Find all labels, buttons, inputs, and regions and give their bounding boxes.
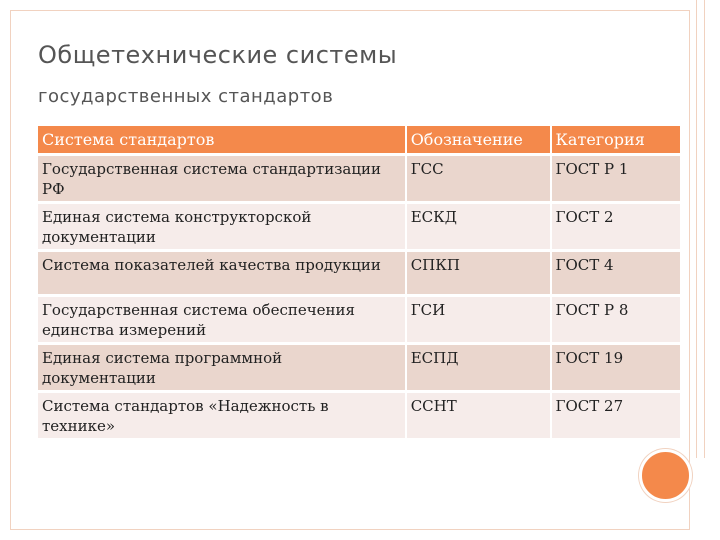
cell-category: ГОСТ 27	[552, 390, 680, 438]
table-row	[38, 294, 680, 342]
column-header-designation: Обозначение	[407, 126, 552, 153]
table-row	[38, 249, 680, 294]
cell-system: Государственная система стандартизации РФ	[38, 153, 407, 201]
table-row	[38, 201, 680, 249]
cell-category: ГОСТ 2	[552, 201, 680, 249]
cell-category: ГОСТ 4	[552, 249, 680, 294]
cell-category: ГОСТ Р 1	[552, 153, 680, 201]
cell-designation: ССНТ	[407, 390, 552, 438]
cell-category: ГОСТ Р 8	[552, 294, 680, 342]
cell-system: Единая система конструкторской документации	[38, 201, 407, 249]
table-header-row	[38, 126, 680, 153]
column-header-system: Система стандартов	[38, 126, 407, 153]
cell-category: ГОСТ 19	[552, 342, 680, 390]
cell-designation: ГСС	[407, 153, 552, 201]
cell-designation: ГСИ	[407, 294, 552, 342]
table-row	[38, 342, 680, 390]
decorative-side-bar	[696, 0, 705, 458]
cell-designation: ЕСПД	[407, 342, 552, 390]
title-line-2: государственных стандартов	[38, 86, 334, 107]
standards-table	[38, 126, 680, 438]
title-line-1: Общетехнические системы	[38, 41, 398, 69]
cell-system: Единая система программной документации	[38, 342, 407, 390]
cell-system: Государственная система обеспечения единства измерений	[38, 294, 407, 342]
slide-title	[38, 38, 638, 114]
table-row	[38, 153, 680, 201]
cell-system: Система показателей качества продукции	[38, 249, 407, 294]
cell-designation: СПКП	[407, 249, 552, 294]
decorative-circle	[639, 449, 692, 502]
column-header-category: Категория	[552, 126, 680, 153]
cell-designation: ЕСКД	[407, 201, 552, 249]
table-row	[38, 390, 680, 438]
cell-system: Система стандартов «Надежность в технике»	[38, 390, 407, 438]
